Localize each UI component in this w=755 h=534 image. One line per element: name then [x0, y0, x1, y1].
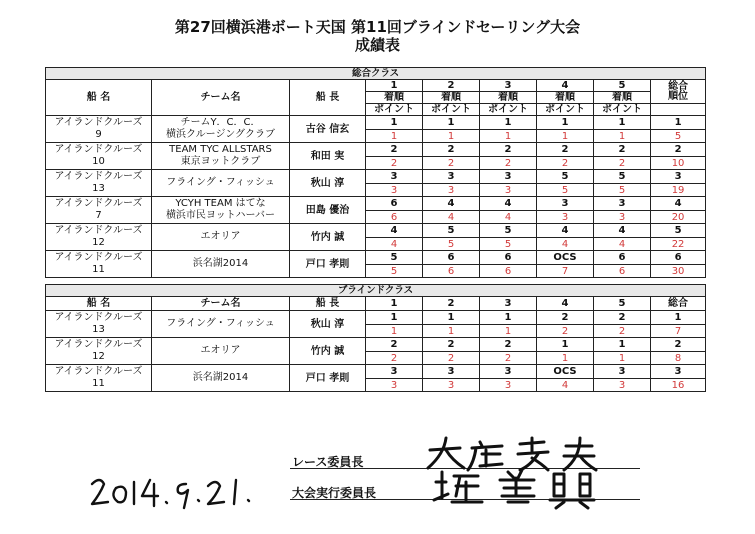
place-cell: 3	[594, 197, 651, 211]
place-cell: 3	[537, 197, 594, 211]
ship-name: アイランドクルーズ	[54, 198, 143, 209]
team-name: フライング・フィッシュ	[166, 177, 275, 188]
point-cell: 5	[480, 238, 537, 251]
ship-name: アイランドクルーズ	[54, 252, 143, 263]
place-cell: 2	[366, 338, 423, 352]
ship-name: アイランドクルーズ	[54, 144, 143, 155]
place-cell: 1	[480, 311, 537, 325]
ship-number: 11	[92, 264, 105, 275]
team-name: TEAM TYC ALLSTARS	[169, 144, 272, 155]
handwritten-date-signature	[86, 470, 266, 510]
place-header: 着順	[480, 92, 537, 104]
team-header: チーム名	[152, 80, 290, 116]
overall-row	[46, 116, 706, 130]
race-header: 5	[594, 297, 651, 311]
place-cell: 1	[537, 116, 594, 130]
ship-cell	[46, 224, 152, 251]
captain-cell: 古谷 信玄	[290, 116, 366, 143]
blind-class-caption: ブラインドクラス	[46, 285, 706, 297]
ship-number: 9	[95, 129, 102, 140]
point-cell: 6	[594, 265, 651, 278]
ship-name: アイランドクルーズ	[54, 312, 143, 323]
place-header: 着順	[423, 92, 480, 104]
rank-cell: 3	[651, 365, 706, 379]
captain-header: 船 長	[290, 80, 366, 116]
overall-results-table	[45, 67, 706, 278]
ship-header: 船 名	[46, 80, 152, 116]
ship-cell	[46, 143, 152, 170]
point-cell: 3	[480, 379, 537, 392]
race-header: 4	[537, 80, 594, 92]
rank-cell: 2	[651, 338, 706, 352]
place-cell: 4	[423, 197, 480, 211]
team-affiliation: 東京ヨットクラブ	[180, 156, 261, 167]
point-cell: 2	[366, 157, 423, 170]
team-cell	[152, 251, 290, 278]
point-cell: 4	[480, 211, 537, 224]
place-cell: 1	[423, 116, 480, 130]
place-cell: 6	[423, 251, 480, 265]
rank-label: 順位	[668, 90, 689, 102]
ship-name: アイランドクルーズ	[54, 117, 143, 128]
point-cell: 3	[366, 184, 423, 197]
blind-row	[46, 338, 706, 352]
point-cell: 2	[537, 157, 594, 170]
place-cell: 2	[423, 338, 480, 352]
total-cell: 10	[651, 157, 706, 170]
place-cell: 1	[594, 116, 651, 130]
place-header: 着順	[366, 92, 423, 104]
ship-cell	[46, 116, 152, 143]
place-header: 着順	[537, 92, 594, 104]
point-cell: 1	[366, 130, 423, 143]
point-cell: 6	[366, 211, 423, 224]
place-cell: OCS	[537, 365, 594, 379]
place-cell: 3	[594, 365, 651, 379]
place-cell: 1	[537, 338, 594, 352]
point-cell: 3	[366, 379, 423, 392]
point-cell: 2	[423, 352, 480, 365]
point-cell: 1	[423, 130, 480, 143]
total-cell: 5	[651, 130, 706, 143]
rank-cell: 5	[651, 224, 706, 238]
place-cell: 2	[594, 311, 651, 325]
point-cell: 1	[594, 130, 651, 143]
point-cell: 4	[537, 238, 594, 251]
point-cell: 1	[480, 130, 537, 143]
rank-cell: 1	[651, 311, 706, 325]
place-cell: 2	[423, 143, 480, 157]
captain-cell: 和田 実	[290, 143, 366, 170]
ship-name: アイランドクルーズ	[54, 366, 143, 377]
point-cell: 5	[366, 265, 423, 278]
overall-row	[46, 197, 706, 211]
point-cell: 2	[594, 325, 651, 338]
point-cell: 4	[366, 238, 423, 251]
race-header: 1	[366, 80, 423, 92]
total-cell: 22	[651, 238, 706, 251]
point-cell: 4	[423, 211, 480, 224]
total-rank-header	[651, 80, 706, 104]
place-cell: 3	[366, 170, 423, 184]
captain-cell: 竹内 誠	[290, 338, 366, 365]
blind-row	[46, 365, 706, 379]
point-cell: 2	[480, 352, 537, 365]
place-cell: 4	[537, 224, 594, 238]
team-name: エオリア	[200, 231, 241, 242]
ship-cell	[46, 170, 152, 197]
ship-number: 13	[92, 183, 105, 194]
race-committee-label: レース委員長	[292, 455, 364, 469]
point-cell: 1	[366, 325, 423, 338]
point-cell: 3	[594, 211, 651, 224]
team-name: 浜名湖2014	[192, 258, 249, 269]
point-cell: 3	[423, 379, 480, 392]
point-cell: 7	[537, 265, 594, 278]
overall-row	[46, 251, 706, 265]
team-cell	[152, 197, 290, 224]
rank-cell: 2	[651, 143, 706, 157]
point-cell: 6	[423, 265, 480, 278]
place-cell: 6	[480, 251, 537, 265]
team-name: チームY．C．C．	[180, 117, 261, 128]
race-header: 5	[594, 80, 651, 92]
total-cell: 19	[651, 184, 706, 197]
place-cell: 3	[480, 365, 537, 379]
place-cell: 1	[480, 116, 537, 130]
overall-row	[46, 143, 706, 157]
ship-cell	[46, 338, 152, 365]
point-header: ポイント	[537, 104, 594, 116]
document-title: 第27回横浜港ボート天国 第11回ブラインドセーリング大会	[174, 18, 581, 36]
race-header: 2	[423, 80, 480, 92]
race-header: 4	[537, 297, 594, 311]
point-cell: 2	[366, 352, 423, 365]
point-header: ポイント	[366, 104, 423, 116]
point-cell: 1	[423, 325, 480, 338]
team-name: YCYH TEAM はてな	[175, 198, 266, 209]
total-cell: 30	[651, 265, 706, 278]
captain-cell: 秋山 淳	[290, 170, 366, 197]
place-cell: 5	[366, 251, 423, 265]
document-subtitle: 成績表	[354, 36, 400, 54]
team-cell	[152, 116, 290, 143]
place-cell: 1	[366, 116, 423, 130]
overall-row	[46, 170, 706, 184]
place-cell: OCS	[537, 251, 594, 265]
place-cell: 2	[537, 311, 594, 325]
ship-name: アイランドクルーズ	[54, 171, 143, 182]
point-cell: 1	[537, 130, 594, 143]
ship-number: 11	[92, 378, 105, 389]
place-cell: 5	[423, 224, 480, 238]
rank-cell: 4	[651, 197, 706, 211]
ship-cell	[46, 311, 152, 338]
team-affiliation: 横浜市民ヨットハーバー	[165, 210, 276, 221]
team-cell: 浜名湖2014	[152, 365, 290, 392]
point-cell: 2	[480, 157, 537, 170]
point-cell: 3	[480, 184, 537, 197]
ship-number: 13	[92, 324, 105, 335]
place-cell: 4	[366, 224, 423, 238]
exec-committee-signature	[430, 468, 630, 508]
race-committee-signature	[420, 436, 620, 472]
place-cell: 2	[366, 143, 423, 157]
ship-cell	[46, 365, 152, 392]
point-cell: 1	[537, 352, 594, 365]
ship-name: アイランドクルーズ	[54, 339, 143, 350]
ship-cell	[46, 251, 152, 278]
team-cell	[152, 170, 290, 197]
captain-header: 船 長	[290, 297, 366, 311]
place-cell: 5	[537, 170, 594, 184]
ship-cell	[46, 197, 152, 224]
blind-results-table	[45, 284, 706, 392]
place-header: 着順	[594, 92, 651, 104]
place-cell: 5	[594, 170, 651, 184]
point-cell: 2	[594, 157, 651, 170]
ship-number: 12	[92, 351, 105, 362]
place-cell: 6	[366, 197, 423, 211]
point-cell: 2	[423, 157, 480, 170]
place-cell: 3	[366, 365, 423, 379]
place-cell: 2	[480, 143, 537, 157]
team-affiliation: 横浜クルージングクラブ	[165, 129, 276, 140]
captain-cell: 戸口 孝則	[290, 365, 366, 392]
exec-committee-label: 大会実行委員長	[292, 486, 377, 500]
blind-row	[46, 311, 706, 325]
point-cell: 1	[480, 325, 537, 338]
point-cell: 5	[594, 184, 651, 197]
place-cell: 3	[480, 170, 537, 184]
point-header: ポイント	[423, 104, 480, 116]
place-cell: 1	[594, 338, 651, 352]
place-cell: 4	[480, 197, 537, 211]
place-cell: 3	[423, 365, 480, 379]
race-header: 1	[366, 297, 423, 311]
total-cell: 20	[651, 211, 706, 224]
place-cell: 2	[480, 338, 537, 352]
team-cell	[152, 143, 290, 170]
total-label: 総合	[668, 80, 689, 92]
place-cell: 6	[594, 251, 651, 265]
race-header: 3	[480, 80, 537, 92]
point-header: ポイント	[480, 104, 537, 116]
point-header: ポイント	[594, 104, 651, 116]
ship-number: 7	[95, 210, 102, 221]
race-header: 3	[480, 297, 537, 311]
place-cell: 1	[366, 311, 423, 325]
overall-row	[46, 224, 706, 238]
ship-header: 船 名	[46, 297, 152, 311]
ship-number: 10	[92, 156, 105, 167]
point-cell: 4	[594, 238, 651, 251]
place-cell: 3	[423, 170, 480, 184]
place-cell: 4	[594, 224, 651, 238]
team-cell	[152, 224, 290, 251]
point-cell: 2	[537, 325, 594, 338]
captain-cell: 竹内 誠	[290, 224, 366, 251]
total-cell: 7	[651, 325, 706, 338]
captain-cell: 秋山 淳	[290, 311, 366, 338]
total-cell: 8	[651, 352, 706, 365]
rank-cell: 1	[651, 116, 706, 130]
point-cell: 3	[537, 211, 594, 224]
rank-cell: 6	[651, 251, 706, 265]
point-cell: 3	[423, 184, 480, 197]
ship-number: 12	[92, 237, 105, 248]
point-cell: 6	[480, 265, 537, 278]
place-cell: 1	[423, 311, 480, 325]
point-cell: 5	[537, 184, 594, 197]
ship-name: アイランドクルーズ	[54, 225, 143, 236]
point-cell: 4	[537, 379, 594, 392]
place-cell: 5	[480, 224, 537, 238]
place-cell: 2	[594, 143, 651, 157]
captain-cell: 田島 優治	[290, 197, 366, 224]
race-header: 2	[423, 297, 480, 311]
total-header: 総合	[651, 297, 706, 311]
place-cell: 2	[537, 143, 594, 157]
total-cell: 16	[651, 379, 706, 392]
overall-class-caption: 総合クラス	[46, 68, 706, 80]
captain-cell: 戸口 孝則	[290, 251, 366, 278]
point-cell: 5	[423, 238, 480, 251]
team-cell: エオリア	[152, 338, 290, 365]
team-cell: フライング・フィッシュ	[152, 311, 290, 338]
rank-cell: 3	[651, 170, 706, 184]
point-cell: 1	[594, 352, 651, 365]
team-header: チーム名	[152, 297, 290, 311]
point-cell: 3	[594, 379, 651, 392]
